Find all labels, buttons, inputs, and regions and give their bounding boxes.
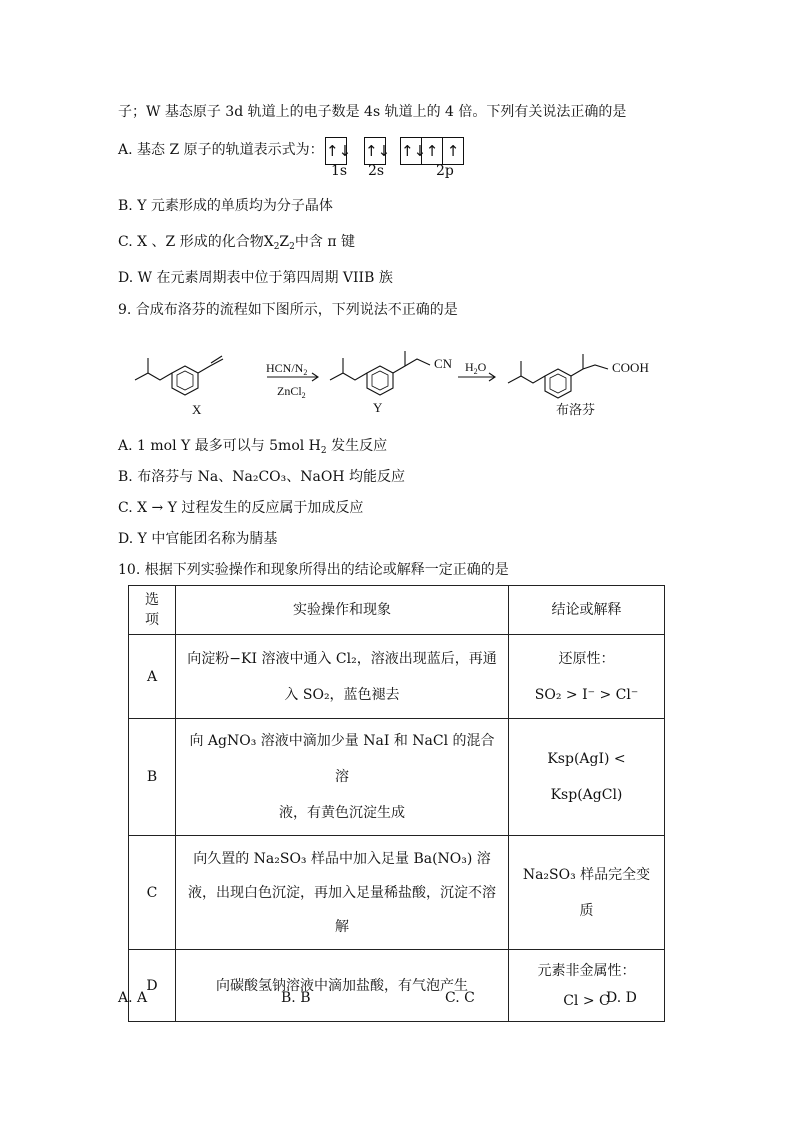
row-conclusion <box>509 950 665 1022</box>
orbital-cell: ↑↓ <box>326 142 352 160</box>
row-operation <box>176 836 509 950</box>
label-y: Y <box>373 400 383 415</box>
q8-option-c <box>118 232 355 252</box>
isobutyl-chain-x <box>135 358 172 380</box>
q9-option-a-suffix: 发生反应 <box>326 438 388 454</box>
q10-choice-c: C. C <box>445 990 475 1006</box>
orbital-box-1s <box>325 137 352 165</box>
experiment-table <box>128 585 665 1022</box>
row-conclusion: Na₂SO₃ 样品完全变质 <box>509 836 665 950</box>
row-operation <box>176 719 509 836</box>
q9-option-a-prefix: A. 1 mol Y 最多可以与 5mol H <box>118 438 321 454</box>
orbital-label-1s: 1s <box>331 163 348 179</box>
row-option: A <box>129 635 176 719</box>
row-conclusion <box>509 635 665 719</box>
q9-option-d: D. Y 中官能团名称为腈基 <box>118 531 278 547</box>
label-x: X <box>192 402 202 417</box>
q9-option-b: B. 布洛芬与 Na、Na₂CO₃、NaOH 均能反应 <box>118 469 405 485</box>
benzene-ring-x <box>172 366 198 395</box>
formula-sub: 2 <box>289 242 295 252</box>
orbital-label-2p: 2p <box>436 163 454 179</box>
orbital-box-2s <box>364 137 391 165</box>
q8-option-c-suffix: 中含 π 键 <box>294 234 355 250</box>
reagent-1-top: HCN/$N_2$ <box>266 361 308 377</box>
isobutyl-chain-product <box>508 361 545 383</box>
q9-option-c: C. X → Y 过程发生的反应属于加成反应 <box>118 500 364 516</box>
group-cooh: COOH <box>612 360 649 375</box>
formula-x: X <box>263 234 274 250</box>
table-header-row <box>129 586 665 635</box>
q9-stem: 9. 合成布洛芬的流程如下图所示，下列说法不正确的是 <box>118 302 458 318</box>
q10-choice-b: B. B <box>281 990 311 1006</box>
table-row <box>129 719 665 836</box>
operation-line: 向 AgNO₃ 溶液中滴加少量 NaI 和 NaCl 的混合溶 <box>189 733 495 785</box>
table-row <box>129 635 665 719</box>
reagent-1-bottom: ZnCl$_2$ <box>277 384 306 400</box>
row-conclusion: Ksp(AgI) < Ksp(AgCl) <box>509 719 665 836</box>
group-cn: CN <box>434 356 453 371</box>
formula-sub: 2 <box>273 242 280 252</box>
conclusion-line: SO₂ > I⁻ > Cl⁻ <box>534 686 639 703</box>
formula-sub: 2 <box>320 446 327 456</box>
orbital-cell: ↑↓ <box>401 142 427 160</box>
operation-line: 液，出现白色沉淀，再加入足量稀盐酸，沉淀不溶 <box>188 884 496 901</box>
table-row <box>129 950 665 1022</box>
benzene-ring-y <box>367 366 393 395</box>
reagent-2: $H_2O$ <box>465 360 487 376</box>
row-option: B <box>129 719 176 836</box>
row-option: C <box>129 836 176 950</box>
operation-line: 解 <box>335 918 349 935</box>
q9-option-a <box>118 436 387 456</box>
row-option: D <box>129 950 176 1022</box>
row-operation: 向碳酸氢钠溶液中滴加盐酸，有气泡产生 <box>176 950 509 1022</box>
reaction-scheme-svg <box>120 335 670 425</box>
q8-stem-tail: 子；W 基态原子 3d 轨道上的电子数是 4s 轨道上的 4 倍。下列有关说法正确的是 <box>118 104 627 120</box>
header-operation: 实验操作和现象 <box>176 586 509 635</box>
reaction-scheme <box>120 335 670 429</box>
header-conclusion: 结论或解释 <box>509 586 665 635</box>
orbital-box-2p <box>400 137 464 165</box>
table-row <box>129 836 665 950</box>
isobutyl-chain-y <box>330 358 367 380</box>
orbital-label-2s: 2s <box>368 163 385 179</box>
q10-choice-d: D. D <box>606 990 637 1006</box>
orbital-cell: ↑↓ <box>365 142 391 160</box>
label-ibuprofen: 布洛芬 <box>556 402 596 417</box>
q8-option-b: B. Y 元素形成的单质均为分子晶体 <box>118 198 333 214</box>
conclusion-line: 元素非金属性： <box>537 962 636 979</box>
q10-choice-a: A. A <box>118 990 148 1006</box>
formula-z: Z <box>279 234 290 250</box>
conclusion-line: 还原性： <box>558 650 615 667</box>
q8-option-a: A. 基态 Z 原子的轨道表示式为： <box>118 142 324 158</box>
benzene-ring-product <box>545 369 571 398</box>
q10-stem: 10. 根据下列实验操作和现象所得出的结论或解释一定正确的是 <box>118 562 509 578</box>
operation-line: 向久置的 Na₂SO₃ 样品中加入足量 Ba(NO₃) 溶 <box>193 850 491 867</box>
q8-option-c-prefix: C. X 、Z 形成的化合物 <box>118 234 264 250</box>
operation-line: 向淀粉−KI 溶液中通入 Cl₂，溶液出现蓝后，再通 <box>187 650 497 667</box>
row-operation <box>176 635 509 719</box>
header-option: 选项 <box>129 586 176 635</box>
orbital-cell: ↑ <box>442 138 463 164</box>
operation-line: 入 SO₂，蓝色褪去 <box>284 686 400 703</box>
conclusion-line: Cl > C <box>563 992 610 1009</box>
q8-option-d: D. W 在元素周期表中位于第四周期 VIIB 族 <box>118 270 393 286</box>
operation-line: 液，有黄色沉淀生成 <box>279 805 405 821</box>
orbital-cell: ↑ <box>421 138 442 164</box>
